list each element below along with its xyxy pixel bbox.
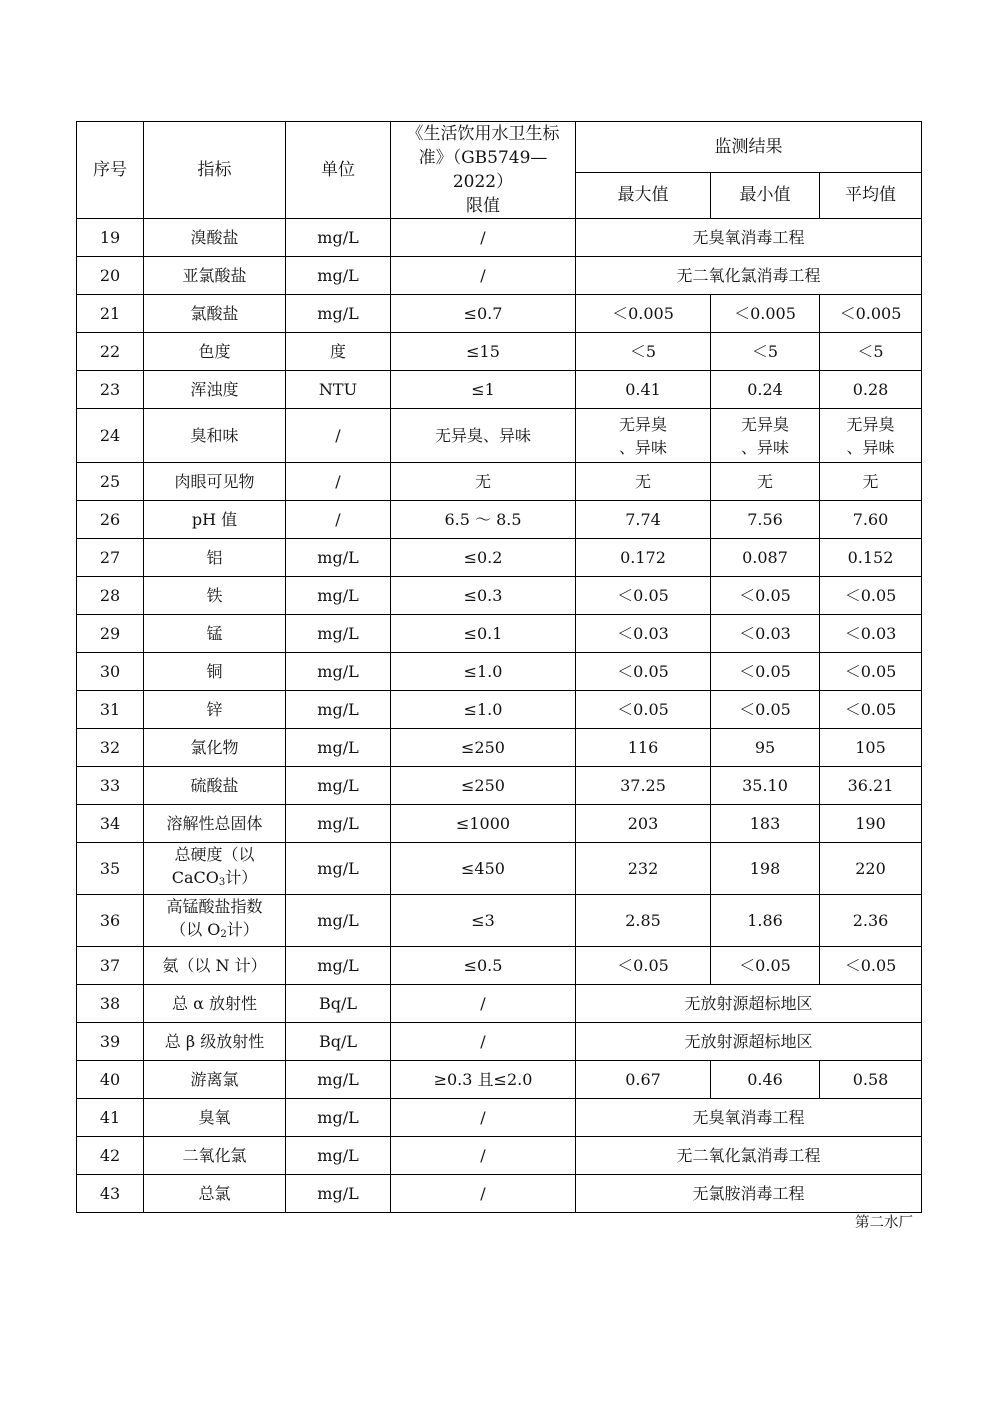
header-standard-line2: 准》（GB5749—2022） — [418, 148, 548, 192]
table-body — [77, 219, 922, 1213]
row-indicator: 游离氯 — [144, 1061, 286, 1099]
row-indicator: 锌 — [144, 691, 286, 729]
row-indicator: 硫酸盐 — [144, 767, 286, 805]
row-avg: ＜0.005 — [820, 295, 922, 333]
row-min: 0.087 — [711, 539, 820, 577]
table-row — [77, 257, 922, 295]
row-unit: mg/L — [286, 653, 391, 691]
row-limit: / — [391, 257, 576, 295]
header-results: 监测结果 — [576, 122, 922, 173]
row-unit: mg/L — [286, 843, 391, 895]
row-limit: ≤1.0 — [391, 653, 576, 691]
row-no: 40 — [77, 1061, 144, 1099]
row-unit: mg/L — [286, 805, 391, 843]
table-row — [77, 463, 922, 501]
row-no: 27 — [77, 539, 144, 577]
row-max: ＜0.005 — [576, 295, 711, 333]
row-avg-line1: 无异臭 — [846, 414, 895, 434]
row-indicator: 色度 — [144, 333, 286, 371]
row-max: 0.41 — [576, 371, 711, 409]
row-avg: ＜0.05 — [820, 653, 922, 691]
row-no: 19 — [77, 219, 144, 257]
row-limit: ≤0.3 — [391, 577, 576, 615]
table-row — [77, 805, 922, 843]
row-limit: ≤1 — [391, 371, 576, 409]
row-unit: mg/L — [286, 219, 391, 257]
row-unit: mg/L — [286, 577, 391, 615]
table-row — [77, 767, 922, 805]
row-no: 31 — [77, 691, 144, 729]
table-row — [77, 1099, 922, 1137]
row-indicator: 铁 — [144, 577, 286, 615]
table-row — [77, 539, 922, 577]
row-avg: 105 — [820, 729, 922, 767]
row-indicator: 铝 — [144, 539, 286, 577]
row-limit: ≥0.3 且≤2.0 — [391, 1061, 576, 1099]
row-no: 20 — [77, 257, 144, 295]
row-avg: 0.152 — [820, 539, 922, 577]
row-min: 无 — [711, 463, 820, 501]
header-avg: 平均值 — [820, 172, 922, 218]
row-limit: / — [391, 1175, 576, 1213]
row-avg: 无 — [820, 463, 922, 501]
row-note: 无二氧化氯消毒工程 — [576, 257, 922, 295]
row-unit: mg/L — [286, 1099, 391, 1137]
row-indicator — [144, 895, 286, 947]
row-indicator-line2 — [146, 866, 283, 894]
row-max: ＜0.05 — [576, 691, 711, 729]
header-standard-line1: 《生活饮用水卫生标 — [406, 124, 560, 144]
row-limit: / — [391, 1099, 576, 1137]
row-max: 无 — [576, 463, 711, 501]
table-row — [77, 1175, 922, 1213]
row-unit: Bq/L — [286, 1023, 391, 1061]
row-no: 35 — [77, 843, 144, 895]
row-indicator-line2 — [146, 918, 283, 946]
table-row — [77, 947, 922, 985]
table-header — [77, 122, 922, 219]
row-min: ＜0.05 — [711, 653, 820, 691]
row-unit: mg/L — [286, 947, 391, 985]
table-row — [77, 985, 922, 1023]
row-max: 2.85 — [576, 895, 711, 947]
row-max: 116 — [576, 729, 711, 767]
row-note: 无二氧化氯消毒工程 — [576, 1137, 922, 1175]
row-indicator: 铜 — [144, 653, 286, 691]
row-no: 42 — [77, 1137, 144, 1175]
row-min — [711, 409, 820, 463]
row-no: 23 — [77, 371, 144, 409]
row-unit: / — [286, 463, 391, 501]
row-max: 7.74 — [576, 501, 711, 539]
header-min: 最小值 — [711, 172, 820, 218]
row-max: 0.172 — [576, 539, 711, 577]
row-min-line2: 、异味 — [740, 437, 789, 457]
header-seq: 序号 — [77, 122, 144, 219]
row-unit: 度 — [286, 333, 391, 371]
row-note: 无放射源超标地区 — [576, 1023, 922, 1061]
water-quality-table — [76, 121, 922, 1213]
formula-base: CaCO — [171, 868, 219, 887]
row-unit: / — [286, 501, 391, 539]
plant-name-footer: 第二水厂 — [855, 1215, 913, 1231]
row-min: 183 — [711, 805, 820, 843]
row-indicator: 肉眼可见物 — [144, 463, 286, 501]
table-row — [77, 729, 922, 767]
row-unit: mg/L — [286, 1061, 391, 1099]
row-avg: ＜0.05 — [820, 577, 922, 615]
row-avg: ＜0.05 — [820, 947, 922, 985]
row-unit: mg/L — [286, 729, 391, 767]
row-min: 1.86 — [711, 895, 820, 947]
row-indicator: 总氯 — [144, 1175, 286, 1213]
row-limit: ≤3 — [391, 895, 576, 947]
table-row — [77, 653, 922, 691]
row-avg: 0.58 — [820, 1061, 922, 1099]
row-avg: 2.36 — [820, 895, 922, 947]
row-max: ＜0.05 — [576, 653, 711, 691]
row-no: 37 — [77, 947, 144, 985]
row-indicator: 锰 — [144, 615, 286, 653]
row-note: 无氯胺消毒工程 — [576, 1175, 922, 1213]
row-max: 232 — [576, 843, 711, 895]
row-limit: ≤15 — [391, 333, 576, 371]
row-min: 95 — [711, 729, 820, 767]
row-max-line1: 无异臭 — [618, 414, 667, 434]
row-indicator: 浑浊度 — [144, 371, 286, 409]
formula-subscript: 2 — [220, 929, 227, 940]
formula-suffix: 计） — [225, 868, 258, 887]
row-no: 26 — [77, 501, 144, 539]
row-indicator: 总 α 放射性 — [144, 985, 286, 1023]
table-row — [77, 1023, 922, 1061]
row-indicator: 二氧化氯 — [144, 1137, 286, 1175]
table-row — [77, 691, 922, 729]
row-no: 39 — [77, 1023, 144, 1061]
row-avg: 7.60 — [820, 501, 922, 539]
row-limit: / — [391, 985, 576, 1023]
table-row — [77, 371, 922, 409]
formula-base: （以 O — [170, 920, 221, 939]
row-indicator: 亚氯酸盐 — [144, 257, 286, 295]
table-row — [77, 409, 922, 463]
row-unit: / — [286, 409, 391, 463]
table-row — [77, 577, 922, 615]
row-min: 0.46 — [711, 1061, 820, 1099]
row-no: 29 — [77, 615, 144, 653]
row-min: 7.56 — [711, 501, 820, 539]
row-indicator: 臭和味 — [144, 409, 286, 463]
row-avg-line2: 、异味 — [846, 437, 895, 457]
row-unit: mg/L — [286, 1137, 391, 1175]
formula-subscript: 3 — [218, 877, 226, 888]
row-no: 28 — [77, 577, 144, 615]
row-indicator: 臭氧 — [144, 1099, 286, 1137]
row-no: 41 — [77, 1099, 144, 1137]
row-indicator — [144, 843, 286, 895]
row-note: 无臭氧消毒工程 — [576, 1099, 922, 1137]
row-max: ＜0.05 — [576, 577, 711, 615]
row-unit: mg/L — [286, 895, 391, 947]
row-unit: mg/L — [286, 1175, 391, 1213]
row-limit: / — [391, 1137, 576, 1175]
row-avg: ＜0.03 — [820, 615, 922, 653]
row-indicator: 总 β 级放射性 — [144, 1023, 286, 1061]
row-min: ＜0.005 — [711, 295, 820, 333]
row-limit: ≤1000 — [391, 805, 576, 843]
row-no: 38 — [77, 985, 144, 1023]
row-limit: ≤0.7 — [391, 295, 576, 333]
row-avg: 220 — [820, 843, 922, 895]
row-min: ＜0.03 — [711, 615, 820, 653]
row-avg: 0.28 — [820, 371, 922, 409]
row-unit: mg/L — [286, 691, 391, 729]
row-avg — [820, 409, 922, 463]
row-max: 203 — [576, 805, 711, 843]
row-min-line1: 无异臭 — [740, 414, 789, 434]
table-row — [77, 501, 922, 539]
row-limit: ≤1.0 — [391, 691, 576, 729]
row-unit: mg/L — [286, 257, 391, 295]
row-max: 37.25 — [576, 767, 711, 805]
header-standard-line3: 限值 — [466, 196, 500, 216]
row-min: 198 — [711, 843, 820, 895]
row-no: 33 — [77, 767, 144, 805]
header-indicator: 指标 — [144, 122, 286, 219]
row-indicator: 氯化物 — [144, 729, 286, 767]
table-row — [77, 295, 922, 333]
row-no: 36 — [77, 895, 144, 947]
row-note: 无臭氧消毒工程 — [576, 219, 922, 257]
row-limit: ≤0.5 — [391, 947, 576, 985]
row-indicator: 氨（以 N 计） — [144, 947, 286, 985]
table-row — [77, 895, 922, 947]
row-indicator: pH 值 — [144, 501, 286, 539]
row-avg: ＜0.05 — [820, 691, 922, 729]
row-limit: ≤250 — [391, 729, 576, 767]
row-unit: mg/L — [286, 615, 391, 653]
row-avg: 190 — [820, 805, 922, 843]
row-unit: NTU — [286, 371, 391, 409]
row-note: 无放射源超标地区 — [576, 985, 922, 1023]
table-row — [77, 333, 922, 371]
row-max: ＜0.05 — [576, 947, 711, 985]
row-min: 35.10 — [711, 767, 820, 805]
row-limit: 无 — [391, 463, 576, 501]
row-indicator-line1: 高锰酸盐指数 — [166, 897, 263, 916]
row-limit: ≤450 — [391, 843, 576, 895]
row-limit: 6.5 ～ 8.5 — [391, 501, 576, 539]
row-no: 22 — [77, 333, 144, 371]
row-no: 21 — [77, 295, 144, 333]
row-indicator-line1: 总硬度（以 — [174, 845, 255, 864]
row-avg: ＜5 — [820, 333, 922, 371]
header-standard — [391, 122, 576, 219]
table-row — [77, 1137, 922, 1175]
row-limit: ≤0.1 — [391, 615, 576, 653]
table-row — [77, 615, 922, 653]
row-no: 24 — [77, 409, 144, 463]
row-no: 30 — [77, 653, 144, 691]
row-limit: / — [391, 1023, 576, 1061]
row-indicator: 溴酸盐 — [144, 219, 286, 257]
row-no: 32 — [77, 729, 144, 767]
table-row — [77, 1061, 922, 1099]
row-min: ＜0.05 — [711, 691, 820, 729]
row-unit: mg/L — [286, 767, 391, 805]
row-indicator: 溶解性总固体 — [144, 805, 286, 843]
row-max: ＜0.03 — [576, 615, 711, 653]
row-limit: ≤250 — [391, 767, 576, 805]
table-row — [77, 219, 922, 257]
row-unit: mg/L — [286, 539, 391, 577]
table-row — [77, 843, 922, 895]
row-min: 0.24 — [711, 371, 820, 409]
row-no: 34 — [77, 805, 144, 843]
formula-suffix: 计） — [226, 920, 259, 939]
row-avg: 36.21 — [820, 767, 922, 805]
row-no: 25 — [77, 463, 144, 501]
row-unit: mg/L — [286, 295, 391, 333]
row-no: 43 — [77, 1175, 144, 1213]
row-max: 0.67 — [576, 1061, 711, 1099]
row-max — [576, 409, 711, 463]
row-limit: ≤0.2 — [391, 539, 576, 577]
row-limit: 无异臭、异味 — [391, 409, 576, 463]
row-min: ＜5 — [711, 333, 820, 371]
row-max-line2: 、异味 — [618, 437, 667, 457]
row-unit: Bq/L — [286, 985, 391, 1023]
row-indicator: 氯酸盐 — [144, 295, 286, 333]
row-min: ＜0.05 — [711, 577, 820, 615]
row-max: ＜5 — [576, 333, 711, 371]
row-limit: / — [391, 219, 576, 257]
header-max: 最大值 — [576, 172, 711, 218]
row-min: ＜0.05 — [711, 947, 820, 985]
header-unit: 单位 — [286, 122, 391, 219]
